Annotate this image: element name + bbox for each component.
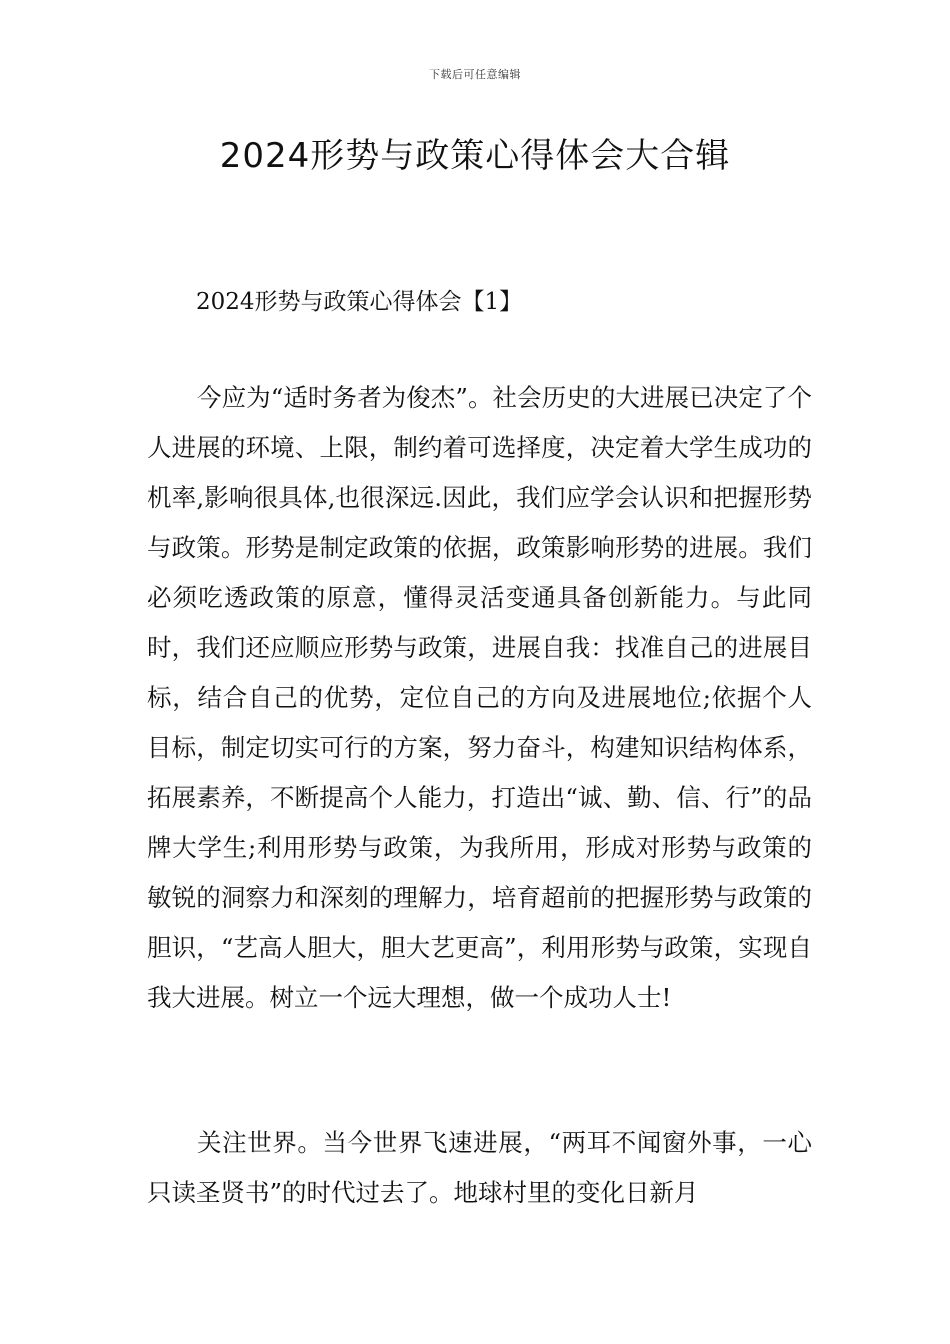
header-note: 下载后可任意编辑 (429, 68, 521, 81)
body-paragraph: 今应为“适时务者为俊杰”。社会历史的大进展已决定了个人进展的环境、上限，制约着可选择度，决定着大学生成功的机率,影响很具体,也很深远.因此，我们应学会认识和把握形势与政策。形势是制定政策的依据，政策影响形势的进展。我们必须吃透政策的原意，懂得灵活变通具备创新能力。与此同时，我们还应顺应形势与政策，进展自我：找准自己的进展目标，结合自己的优势，定位自己的方向及进展地位;依据个人目标，制定切实可行的方案，努力奋斗，构建知识结构体系，拓展素养，不断提高个人能力，打造出“诚、勤、信、行”的品牌大学生;利用形势与政策，为我所用，形成对形势与政策的敏锐的洞察力和深刻的理解力，培育超前的把握形势与政策的胆识，“艺高人胆大，胆大艺更高”，利用形势与政策，实现自我大进展。树立一个远大理想，做一个成功人士! (147, 383, 812, 1012)
body-paragraph: 关注世界。当今世界飞速进展，“两耳不闻窗外事，一心只读圣贤书”的时代过去了。地球村里的变化日新月 (147, 1128, 812, 1207)
document-title: 2024形势与政策心得体会大合辑 (219, 136, 731, 176)
section-heading: 2024形势与政策心得体会【1】 (196, 289, 523, 315)
